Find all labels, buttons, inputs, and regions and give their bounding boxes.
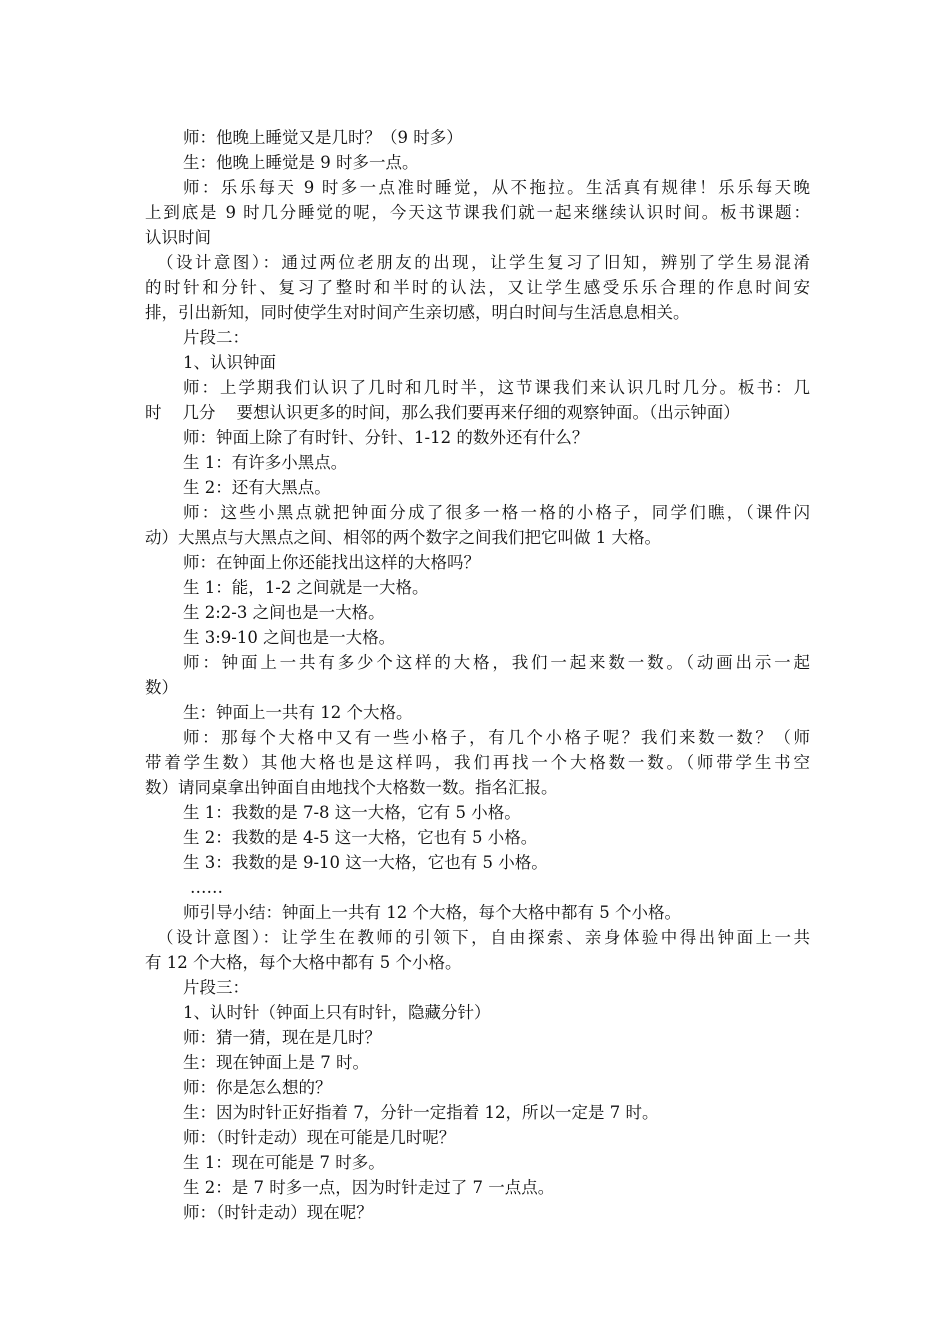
text-line: 师：（时针走动）现在可能是几时呢？ [183,1128,456,1147]
text-line: 师引导小结：钟面上一共有 12 个大格，每个大格中都有 5 个小格。 [183,903,681,922]
text-line: 生 3：我数的是 9-10 这一大格，它也有 5 小格。 [183,853,548,872]
text-line: 师：钟面上一共有多少个这样的大格，我们一起来数一数。（动画出示一起 [183,653,810,672]
text-line: 时 几分 要想认识更多的时间，那么我们要再来仔细的观察钟面。（出示钟面） [145,403,740,422]
text-line: 师：乐乐每天 9 时多一点准时睡觉，从不拖拉。生活真有规律！乐乐每天晚 [183,178,810,197]
text-line: 认识时间 [145,228,211,247]
text-line: 师：猜一猜，现在是几时？ [183,1028,381,1047]
text-line: 生：因为时针正好指着 7，分针一定指着 12，所以一定是 7 时。 [183,1103,659,1122]
text-line: 数） [145,678,178,697]
text-line: 生 1：有许多小黑点。 [183,453,348,472]
section-heading: 片段三： [183,978,249,997]
text-line: 生 1：我数的是 7-8 这一大格，它有 5 小格。 [183,803,521,822]
text-line: 有 12 个大格，每个大格中都有 5 个小格。 [145,953,462,972]
subsection-heading: 1、认识钟面 [183,353,276,372]
text-line: 生：钟面上一共有 12 个大格。 [183,703,413,722]
text-line: 师：那每个大格中又有一些小格子，有几个小格子呢？我们来数一数？（师 [183,728,810,747]
text-line: 动）大黑点与大黑点之间、相邻的两个数字之间我们把它叫做 1 大格。 [145,528,661,547]
text-line: 师：他晚上睡觉又是几时？（9 时多） [183,128,463,147]
text-line: 数）请同桌拿出钟面自由地找个大格数一数。指名汇报。 [145,778,558,797]
text-line: 师：（时针走动）现在呢？ [183,1203,373,1222]
text-line: 生：他晚上睡觉是 9 时多一点。 [183,153,419,172]
text-line: 生：现在钟面上是 7 时。 [183,1053,369,1072]
text-line: 的时针和分针、复习了整时和半时的认法，又让学生感受乐乐合理的作息时间安 [145,278,810,297]
text-line: 排，引出新知，同时使学生对时间产生亲切感，明白时间与生活息息相关。 [145,303,690,322]
text-line: 生 2：是 7 时多一点，因为时针走过了 7 一点点。 [183,1178,555,1197]
text-line: 师：在钟面上你还能找出这样的大格吗？ [183,553,480,572]
design-intent-line: （设计意图）：通过两位老朋友的出现，让学生复习了旧知，辨别了学生易混淆 [157,253,810,272]
text-line: 生 1：现在可能是 7 时多。 [183,1153,385,1172]
text-line: 生 3:9-10 之间也是一大格。 [183,628,396,647]
text-line: 师：你是怎么想的？ [183,1078,332,1097]
subsection-heading: 1、认时针（钟面上只有时针，隐藏分针） [183,1003,491,1022]
text-line: 生 2:2-3 之间也是一大格。 [183,603,385,622]
text-line: 师：上学期我们认识了几时和几时半，这节课我们来认识几时几分。板书：几 [183,378,810,397]
text-line: 生 2：我数的是 4-5 这一大格，它也有 5 小格。 [183,828,538,847]
text-line: 师：这些小黑点就把钟面分成了很多一格一格的小格子，同学们瞧，（课件闪 [183,503,810,522]
text-line: 师：钟面上除了有时针、分针、1-12 的数外还有什么？ [183,428,589,447]
section-heading: 片段二： [183,328,249,347]
design-intent-line: （设计意图）：让学生在教师的引领下，自由探索、亲身体验中得出钟面上一共 [157,928,810,947]
text-line: 生 1：能，1-2 之间就是一大格。 [183,578,429,597]
ellipsis-line: …… [190,878,223,897]
text-line: 带着学生数）其他大格也是这样吗，我们再找一个大格数一数。（师带学生书空 [145,753,810,772]
text-line: 生 2：还有大黑点。 [183,478,331,497]
text-line: 上到底是 9 时几分睡觉的呢，今天这节课我们就一起来继续认识时间。板书课题： [145,203,810,222]
